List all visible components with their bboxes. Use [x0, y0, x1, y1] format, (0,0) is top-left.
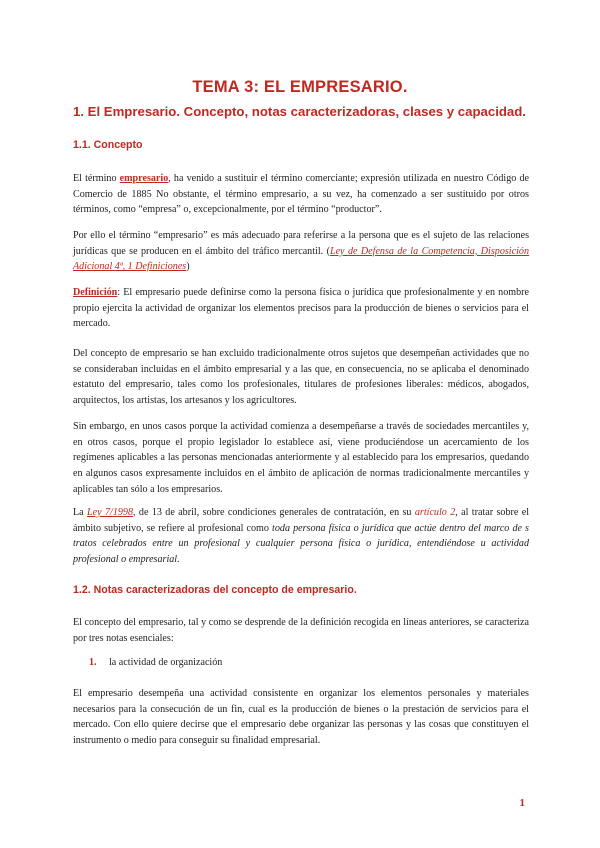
paragraph-6-quote: toda persona física o jurídica que actúe dentro del marco de s tratos celebrados entre un profesional y cualquier persona física o jurídica, entendiéndose u actividad profesional o empresarial. — [73, 522, 529, 566]
paragraph-2 — [73, 228, 529, 275]
paragraph-5: Sin embargo, en unos casos porque la actividad comienza a desempeñarse a través de sociedades mercantiles y, en otros casos, porque el propio legislador lo establece así, viene produciéndose un acercamiento de los regímenes aplicables a las personas mencionadas anteriormente y al establecido para los empresarios, quedando en algunos casos expresamente incluidos en el ámbito de aplicación de normas tradicionalmente mercantiles y aplicables tan sólo a los empresarios. — [73, 421, 529, 495]
law-7-1998-link[interactable]: Ley 7/1998 — [87, 507, 134, 518]
paragraph-6 — [73, 505, 529, 568]
list-item-number: 1. — [89, 657, 97, 668]
subsection-heading-notas: 1.2. Notas caracterizadoras del concepto de empresario. — [73, 584, 357, 596]
list-item-text: la actividad de organización — [109, 657, 223, 668]
article-2-link[interactable]: artículo 2 — [414, 507, 456, 518]
subsection-heading-concepto: 1.1. Concepto — [73, 139, 143, 151]
paragraph-2-text-a: Por ello el término “empresario” es más adecuado para referirse a la persona que es el sujeto de las relaciones jurídicas que se producen en el ámbito del tráfico mercantil. ( — [73, 230, 529, 257]
law-reference-link[interactable]: Ley de Defensa de la Competencia, Disposición Adicional 4ª, 1 Definiciones — [73, 245, 529, 273]
paragraph-6-text-b: , de 13 de abril, sobre condiciones generales de contratación, en su — [133, 507, 415, 518]
definition-text: : El empresario puede definirse como la persona física o jurídica que profesionalmente y en nombre propio ejercita la actividad de organizar los elementos precisos para la producción de bienes o servicios para el mercado. — [73, 287, 529, 330]
paragraph-4: Del concepto de empresario se han excluido tradicionalmente otros sujetos que desempeñan actividades que no se consideraban incluidas en el ámbito empresarial y a las que, en consecuencia, no se aplicaba el denominado estatuto del empresario, tales como los profesionales, titulares de profesiones liberales: médicos, abogados, arquitectos, los artistas, los artesanos y los agricultores. — [73, 348, 529, 407]
paragraph-7: El concepto del empresario, tal y como se desprende de la definición recogida en líneas anteriores, se caracteriza por tres notas esenciales: — [73, 617, 529, 644]
term-empresario: empresario — [119, 173, 169, 184]
paragraph-definition — [73, 285, 529, 332]
document-title: TEMA 3: EL EMPRESARIO. — [192, 78, 408, 96]
definition-label: Definición — [73, 287, 118, 298]
paragraph-1-text-b: , ha venido a sustituir el término comerciante; expresión utilizada en nuestro Código de Comercio de 1885 No obstante, el término empresario, a su vez, ha comenzado a ser sustituido por otros términos, como “empresa” o, excepcionalmente, por el término “productor”. — [73, 173, 529, 216]
paragraph-8: El empresario desempeña una actividad consistente en organizar los elementos personales y materiales necesarios para la consecución de un fin, cual es la producción de bienes o la prestación de servicios para el mercado. Con ello quiere decirse que el empresario debe organizar las personas y las cosas que constituyen el instrumento o medio para conseguir su finalidad empresarial. — [73, 688, 529, 747]
paragraph-6-text-c: , al tratar sobre el ámbito subjetivo, se refiere al profesional como — [73, 507, 530, 534]
section-heading-1: 1. El Empresario. Concepto, notas caracterizadoras, clases y capacidad. — [73, 104, 526, 119]
paragraph-1-text-a: El término — [73, 173, 120, 184]
paragraph-2-text-b: ) — [186, 261, 190, 273]
paragraph-6-text-a: La — [73, 507, 88, 518]
page-number: 1 — [519, 797, 525, 809]
paragraph-1 — [73, 171, 529, 218]
